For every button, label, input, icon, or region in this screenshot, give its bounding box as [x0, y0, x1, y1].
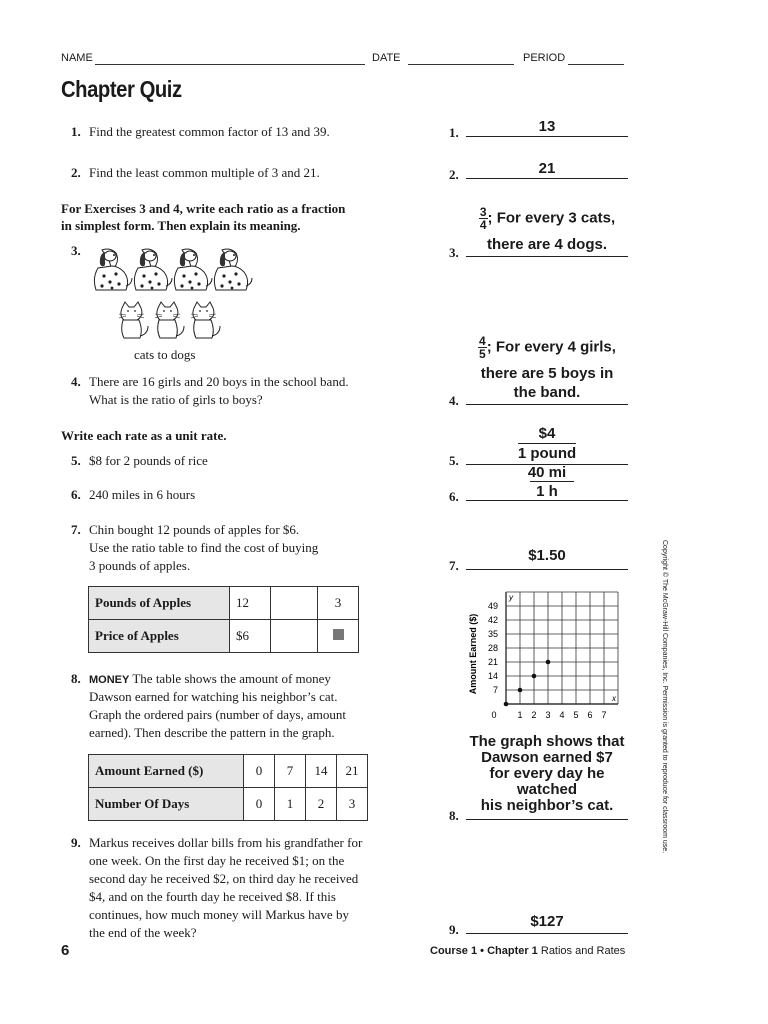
cat-2	[155, 302, 184, 338]
footer-chapter: Chapter 1	[487, 945, 538, 957]
apples-ratio-table	[88, 586, 359, 653]
data-point	[532, 674, 537, 679]
q8-tag: MONEY	[89, 674, 130, 686]
data-point	[504, 702, 509, 707]
q2-number: 2.	[71, 165, 81, 180]
table-cell: 0	[244, 788, 275, 821]
instructions-3-4-line1: For Exercises 3 and 4, write each ratio as a fraction	[61, 201, 346, 216]
answer-3-text1: ; For every 3 cats,	[487, 209, 616, 227]
q7-line2: Use the ratio table to find the cost of buying	[89, 540, 319, 555]
answer-3-line	[466, 256, 628, 257]
x-tick-label: 2	[531, 710, 537, 720]
table-row	[89, 788, 368, 821]
dawson-earnings-table	[88, 754, 368, 821]
answer-7-number: 7.	[449, 558, 459, 573]
x-tick-label: 4	[559, 710, 565, 720]
table-row	[89, 620, 359, 653]
answer-1-number: 1.	[449, 125, 459, 140]
dog-1	[94, 249, 132, 290]
graph-grid	[506, 592, 618, 704]
answer-4-line1[interactable]	[466, 335, 628, 360]
unknown-cell[interactable]	[318, 620, 359, 653]
date-line[interactable]	[408, 64, 514, 65]
data-point	[546, 660, 551, 665]
graph-ylabel: Amount Earned ($)	[468, 613, 478, 695]
answer-9-line	[466, 933, 628, 934]
date-label: DATE	[372, 52, 401, 64]
x-tick-label: 6	[587, 710, 593, 720]
y-tick-label: 21	[487, 657, 498, 667]
q2-text: Find the least common multiple of 3 and 21.	[89, 165, 320, 180]
footer-course-info	[430, 945, 625, 957]
answer-5-number: 5.	[449, 453, 459, 468]
dogs-and-cats-illustration	[88, 244, 258, 348]
answer-9[interactable]: $127	[530, 913, 564, 930]
answer-4-line	[466, 404, 628, 405]
name-line[interactable]	[95, 64, 365, 65]
table-cell: 14	[306, 755, 337, 788]
x-axis-letter: x	[612, 694, 616, 703]
answer-6-denominator[interactable]: 1 h	[536, 483, 558, 500]
y-tick-label: 35	[487, 629, 498, 639]
table-header-pounds: Pounds of Apples	[89, 587, 230, 620]
q8-line4: earned). Then describe the pattern in the graph.	[89, 725, 335, 740]
copyright-notice: Copyright © The McGraw-Hill Companies, Inc. Permission is granted to reproduce for classroom use.	[661, 540, 668, 854]
answer-4-fraction	[478, 335, 487, 360]
table-cell: 12	[230, 587, 271, 620]
answer-4-number: 4.	[449, 393, 459, 408]
answer-4-line3[interactable]: the band.	[513, 384, 581, 401]
q7-number: 7.	[71, 522, 81, 537]
q5-text: $8 for 2 pounds of rice	[89, 453, 208, 468]
answer-8-l5: his neighbor’s cat.	[480, 797, 614, 814]
answer-3-line1[interactable]	[466, 206, 628, 231]
answer-1-line	[466, 136, 628, 137]
answer-5-denominator[interactable]: 1 pound	[517, 445, 577, 462]
answer-8-l1: The graph shows that	[469, 733, 625, 750]
q8-line1-text: The table shows the amount of money	[132, 671, 331, 686]
table-cell: 2	[306, 788, 337, 821]
period-line[interactable]	[568, 64, 624, 65]
table-cell: 0	[244, 755, 275, 788]
y-axis-letter: y	[509, 593, 513, 602]
answer-8-l3: for every day he	[489, 765, 605, 782]
q3-caption: cats to dogs	[134, 347, 196, 362]
q8-line1	[89, 670, 331, 689]
q3-number: 3.	[71, 243, 81, 258]
answer-8-number: 8.	[449, 808, 459, 823]
y-tick-label: 14	[487, 671, 498, 681]
unknown-square-icon	[333, 629, 344, 640]
q6-number: 6.	[71, 487, 81, 502]
period-label: PERIOD	[523, 52, 566, 64]
answer-4-line2[interactable]: there are 5 boys in	[480, 365, 614, 382]
y-tick-label: 7	[492, 685, 498, 695]
q6-text: 240 miles in 6 hours	[89, 487, 196, 502]
q9-line1: Markus receives dollar bills from his grandfather for	[89, 835, 363, 850]
table-cell: 21	[337, 755, 368, 788]
answer-7-line	[466, 569, 628, 570]
table-header-days: Number Of Days	[89, 788, 244, 821]
table-cell	[271, 620, 318, 653]
q7-line1: Chin bought 12 pounds of apples for $6.	[89, 522, 300, 537]
answer-5-numerator[interactable]: $4	[538, 425, 556, 442]
name-label: NAME	[61, 52, 93, 64]
fraction-denominator: 4	[479, 218, 487, 232]
q8-line2: Dawson earned for watching his neighbor’s cat.	[89, 689, 338, 704]
answer-4-text1: ; For every 4 girls,	[486, 338, 616, 356]
q9-number: 9.	[71, 835, 81, 850]
data-point	[518, 688, 523, 693]
answer-3-number: 3.	[449, 245, 459, 260]
table-cell	[271, 587, 318, 620]
table-header-amount: Amount Earned ($)	[89, 755, 244, 788]
x-tick-label: 1	[517, 710, 523, 720]
answer-2-number: 2.	[449, 167, 459, 182]
q4-number: 4.	[71, 374, 81, 389]
table-cell: 3	[318, 587, 359, 620]
answer-8-line	[466, 819, 628, 820]
page-number: 6	[61, 942, 70, 959]
answer-8-block[interactable]	[462, 734, 632, 814]
q9-line5: continues, how much money will Markus have by	[89, 907, 349, 922]
answer-9-number: 9.	[449, 922, 459, 937]
q9-line2: one week. On the first day he received $1; on the	[89, 853, 345, 868]
q9-line3: second day he received $2, on third day he received	[89, 871, 359, 886]
dog-4	[214, 249, 252, 290]
answer-2-line	[466, 178, 628, 179]
q8-line3: Graph the ordered pairs (number of days, amount	[89, 707, 347, 722]
cat-3	[191, 302, 220, 338]
answer-3-fraction	[479, 206, 488, 231]
footer-course: Course 1	[430, 945, 478, 957]
q8-number: 8.	[71, 671, 81, 686]
instructions-3-4-line2: in simplest form. Then explain its meaning.	[61, 218, 301, 233]
table-row	[89, 587, 359, 620]
x-tick-label: 5	[573, 710, 579, 720]
page-title: Chapter Quiz	[61, 76, 182, 102]
q7-line3: 3 pounds of apples.	[89, 558, 191, 573]
q9-line6: the end of the week?	[89, 925, 197, 940]
q4-line1: There are 16 girls and 20 boys in the school band.	[89, 374, 349, 389]
x-tick-label: 3	[545, 710, 551, 720]
fraction-numerator: 3	[479, 205, 487, 219]
answer-6-numerator[interactable]: 40 mi	[527, 464, 567, 481]
fraction-numerator: 4	[479, 334, 486, 348]
q1-text: Find the greatest common factor of 13 and 39.	[89, 124, 330, 139]
answer-3-line2[interactable]: there are 4 dogs.	[486, 236, 608, 253]
q9-line4: $4, and on the fourth day he received $8. If this	[89, 889, 336, 904]
table-cell: 3	[337, 788, 368, 821]
earnings-graph[interactable]	[466, 582, 628, 724]
dog-3	[174, 249, 212, 290]
dog-2	[134, 249, 172, 290]
table-row	[89, 755, 368, 788]
answer-6-number: 6.	[449, 489, 459, 504]
cat-1	[119, 302, 148, 338]
table-cell: 7	[275, 755, 306, 788]
table-header-price: Price of Apples	[89, 620, 230, 653]
fraction-denominator: 5	[479, 347, 486, 361]
graph-points	[504, 660, 551, 707]
answer-8-l2: Dawson earned $7	[481, 749, 613, 766]
answer-2[interactable]: 21	[538, 160, 556, 177]
q5-number: 5.	[71, 453, 81, 468]
table-cell: $6	[230, 620, 271, 653]
answer-8-l4: watched	[516, 781, 577, 798]
instructions-5-6: Write each rate as a unit rate.	[61, 428, 227, 443]
x-tick-label: 7	[601, 710, 607, 720]
y-tick-label: 28	[487, 643, 498, 653]
footer-subject: Ratios and Rates	[540, 945, 626, 957]
q1-number: 1.	[71, 124, 81, 139]
footer-bullet: •	[480, 945, 484, 957]
answer-1[interactable]: 13	[538, 118, 556, 135]
y-tick-label: 49	[487, 601, 498, 611]
graph-ticks	[488, 593, 617, 720]
answer-6-line	[466, 500, 628, 501]
y-tick-label: 42	[487, 615, 498, 625]
table-cell: 1	[275, 788, 306, 821]
answer-7[interactable]: $1.50	[528, 547, 566, 564]
q4-line2: What is the ratio of girls to boys?	[89, 392, 263, 407]
x-tick-label: 0	[491, 710, 497, 720]
